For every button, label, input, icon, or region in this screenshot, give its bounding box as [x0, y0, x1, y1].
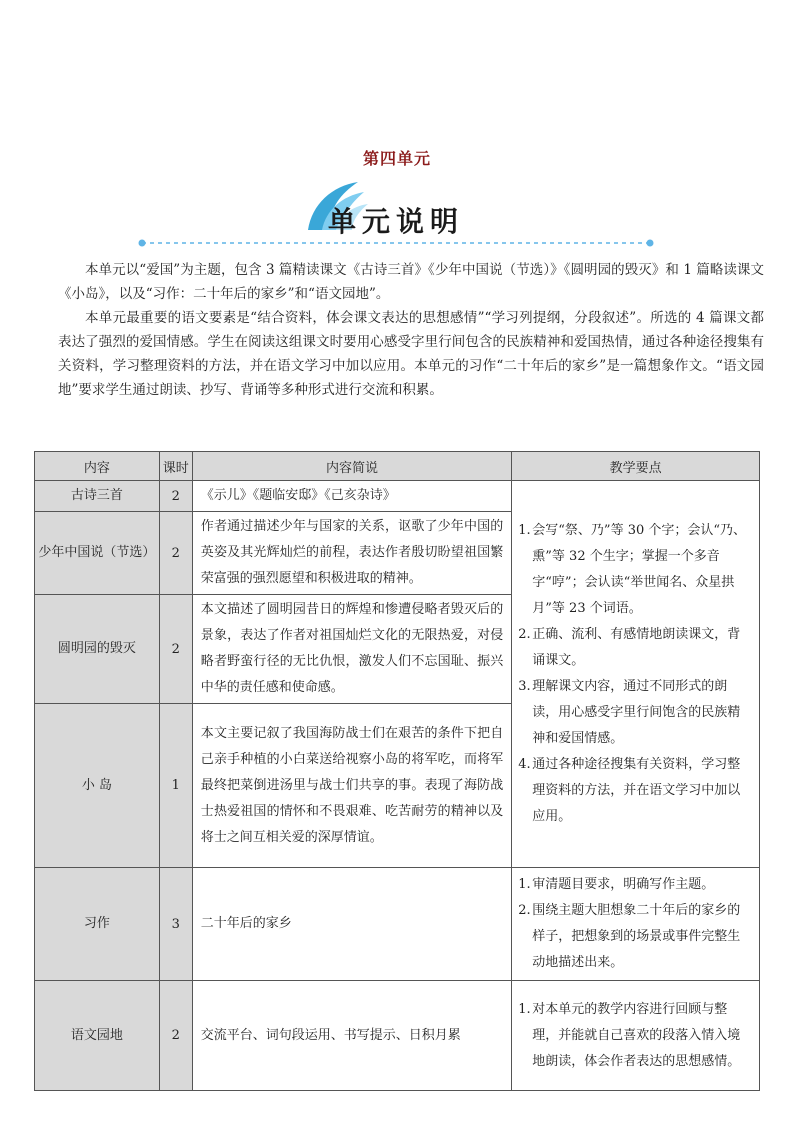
header-summary: 内容简说 — [192, 452, 512, 481]
header-hours: 课时 — [159, 452, 192, 481]
point-item: 2. 正确、流利、有感情地朗读课文，背诵课文。 — [518, 627, 741, 668]
point-item: 1. 审清题目要求，明确写作主题。 — [518, 877, 715, 892]
row-hours: 2 — [159, 981, 192, 1091]
banner-title: 单元说明 — [327, 205, 464, 238]
lesson-table — [34, 451, 760, 1091]
section-banner — [136, 178, 656, 250]
intro-paragraph: 本单元最重要的语文要素是“结合资料，体会课文表达的思想感情”“学习列提纲，分段叙述”。所选的 4 篇课文都表达了强烈的爱国情感。学生在阅读这组课文时要用心感受字里行间包含的民族精神和爱国热情，通过各种途径搜集有关资料，学习整理资料的方法，并在语文学习中加以应用。本单元的习作“二十年后的家乡”是一篇想象作文。“语文园地”要求学生通过朗读、抄写、背诵等多种形式进行交流和积累。 — [58, 310, 764, 398]
teaching-points — [512, 868, 760, 981]
row-content: 圆明园的毁灭 — [35, 595, 160, 704]
table-row — [35, 868, 760, 981]
intro-section — [58, 258, 764, 402]
row-summary: 本文主要记叙了我国海防战士们在艰苦的条件下把自己亲手种植的小白菜送给视察小岛的将军吃，而将军最终把菜倒进汤里与战士们共享的事。表现了海防战士热爱祖国的情怀和不畏艰难、吃苦耐劳的精神以及将士之间互相关爱的深厚情谊。 — [192, 704, 512, 868]
row-content: 古诗三首 — [35, 481, 160, 512]
teaching-points — [512, 481, 760, 868]
row-content: 语文园地 — [35, 981, 160, 1091]
row-summary: 交流平台、词句段运用、书写提示、日积月累 — [192, 981, 512, 1091]
unit-title: 第四单元 — [362, 149, 431, 168]
row-summary: 《示儿》《题临安邸》《己亥杂诗》 — [192, 481, 512, 512]
teaching-points — [512, 981, 760, 1091]
row-content: 习作 — [35, 868, 160, 981]
row-content: 少年中国说（节选） — [35, 512, 160, 595]
row-hours: 2 — [159, 481, 192, 512]
point-item: 3. 理解课文内容，通过不同形式的朗读，用心感受字里行间饱含的民族精神和爱国情感。 — [518, 679, 741, 746]
table-row — [35, 981, 760, 1091]
row-summary: 二十年后的家乡 — [192, 868, 512, 981]
table-row — [35, 481, 760, 512]
row-summary: 本文描述了圆明园昔日的辉煌和惨遭侵略者毁灭后的景象，表达了作者对祖国灿烂文化的无限热爱，对侵略者野蛮行径的无比仇恨，激发人们不忘国耻、振兴中华的责任感和使命感。 — [192, 595, 512, 704]
row-content: 小 岛 — [35, 704, 160, 868]
intro-paragraph: 本单元以“爱国”为主题，包含 3 篇精读课文《古诗三首》《少年中国说（节选）》《圆明园的毁灭》和 1 篇略读课文《小岛》，以及“习作：二十年后的家乡”和“语文园地”。 — [58, 262, 764, 302]
table-header-row — [35, 452, 760, 481]
row-hours: 2 — [159, 595, 192, 704]
row-hours: 2 — [159, 512, 192, 595]
row-hours: 1 — [159, 704, 192, 868]
point-item: 2. 围绕主题大胆想象二十年后的家乡的样子，把想象到的场景或事件完整生动地描述出来。 — [518, 903, 741, 970]
header-points: 教学要点 — [512, 452, 760, 481]
row-hours: 3 — [159, 868, 192, 981]
point-item: 1. 会写“祭、乃”等 30 个字；会认“乃、熏”等 32 个生字；掌握一个多音字“哼”；会认读“举世闻名、众星拱月”等 23 个词语。 — [518, 523, 747, 616]
point-item: 1. 对本单元的教学内容进行回顾与整理，并能就自己喜欢的段落入情入境地朗读，体会作者表达的思想感情。 — [518, 1001, 741, 1069]
row-summary: 作者通过描述少年与国家的关系，讴歌了少年中国的英姿及其光辉灿烂的前程，表达作者殷切盼望祖国繁荣富强的强烈愿望和积极进取的精神。 — [192, 512, 512, 595]
point-item: 4. 通过各种途径搜集有关资料，学习整理资料的方法，并在语文学习中加以应用。 — [518, 757, 741, 824]
header-content: 内容 — [35, 452, 160, 481]
